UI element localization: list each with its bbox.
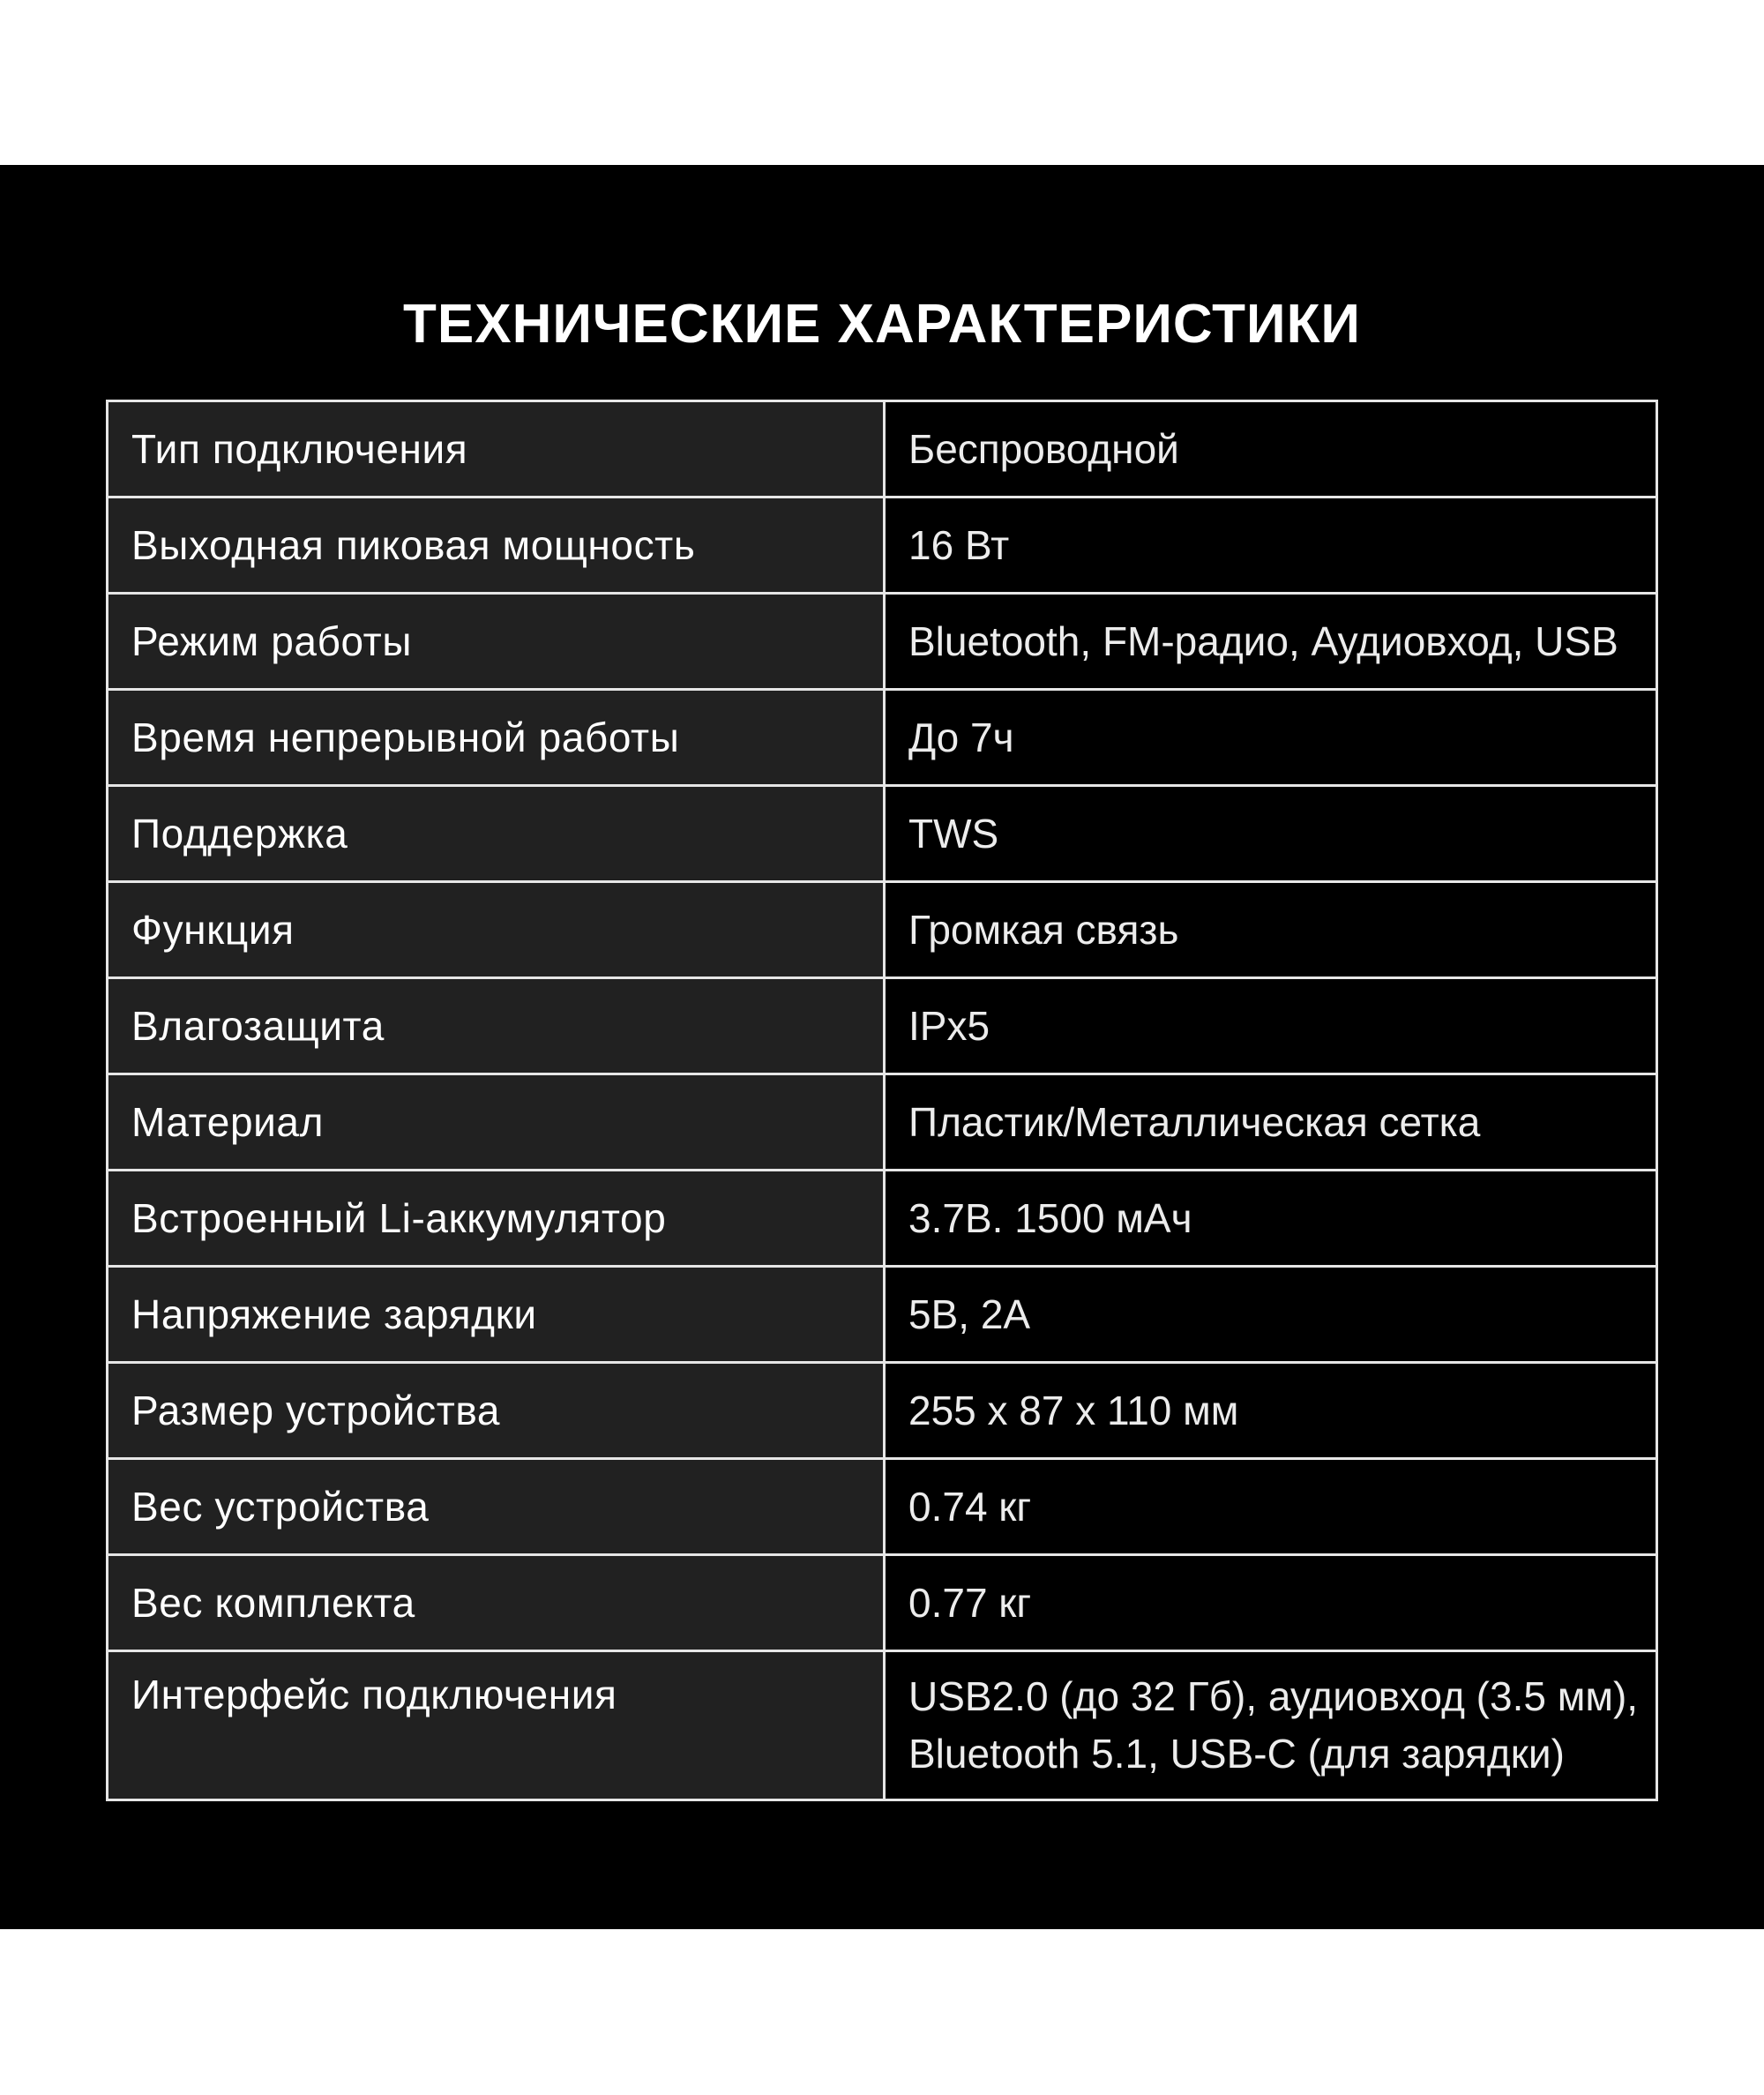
spec-name: Поддержка — [108, 786, 885, 882]
spec-value: 3.7В. 1500 мАч — [885, 1171, 1657, 1267]
spec-value: 255 x 87 x 110 мм — [885, 1363, 1657, 1459]
spec-row-water-protection — [108, 978, 1657, 1074]
spec-value-line: USB2.0 (до 32 Гб), аудиовход (3.5 мм), — [908, 1673, 1639, 1719]
spec-value: 16 Вт — [885, 498, 1657, 594]
spec-value: Bluetooth, FM-радио, Аудиовход, USB — [885, 594, 1657, 690]
spec-row-interface — [108, 1651, 1657, 1800]
spec-name: Напряжение зарядки — [108, 1267, 885, 1363]
spec-name: Функция — [108, 882, 885, 978]
spec-value — [885, 1651, 1657, 1800]
spec-row-charging-voltage — [108, 1267, 1657, 1363]
spec-row-material — [108, 1074, 1657, 1171]
spec-row-battery — [108, 1171, 1657, 1267]
spec-row-modes — [108, 594, 1657, 690]
spec-name: Материал — [108, 1074, 885, 1171]
spec-name: Режим работы — [108, 594, 885, 690]
spec-name: Тип подключения — [108, 401, 885, 498]
spec-value: Громкая связь — [885, 882, 1657, 978]
spec-name: Время непрерывной работы — [108, 690, 885, 786]
spec-value: IPx5 — [885, 978, 1657, 1074]
spec-value: Беспроводной — [885, 401, 1657, 498]
spec-value: Пластик/Металлическая сетка — [885, 1074, 1657, 1171]
spec-row-function — [108, 882, 1657, 978]
spec-row-peak-power — [108, 498, 1657, 594]
page-title: ТЕХНИЧЕСКИЕ ХАРАКТЕРИСТИКИ — [403, 294, 1361, 355]
spec-value: 0.77 кг — [885, 1555, 1657, 1651]
spec-name: Встроенный Li-аккумулятор — [108, 1171, 885, 1267]
spec-row-device-size — [108, 1363, 1657, 1459]
spec-name: Влагозащита — [108, 978, 885, 1074]
spec-name: Вес устройства — [108, 1459, 885, 1555]
spec-name: Вес комплекта — [108, 1555, 885, 1651]
spec-value-line: Bluetooth 5.1, USB-C (для зарядки) — [908, 1731, 1565, 1777]
spec-row-connection-type — [108, 401, 1657, 498]
spec-value: 5В, 2А — [885, 1267, 1657, 1363]
spec-value: 0.74 кг — [885, 1459, 1657, 1555]
spec-name: Интерфейс подключения — [108, 1651, 885, 1800]
spec-row-runtime — [108, 690, 1657, 786]
spec-row-device-weight — [108, 1459, 1657, 1555]
spec-value: До 7ч — [885, 690, 1657, 786]
spec-value: TWS — [885, 786, 1657, 882]
specs-table — [106, 400, 1658, 1801]
spec-name: Размер устройства — [108, 1363, 885, 1459]
spec-name: Выходная пиковая мощность — [108, 498, 885, 594]
spec-row-kit-weight — [108, 1555, 1657, 1651]
spec-row-support — [108, 786, 1657, 882]
